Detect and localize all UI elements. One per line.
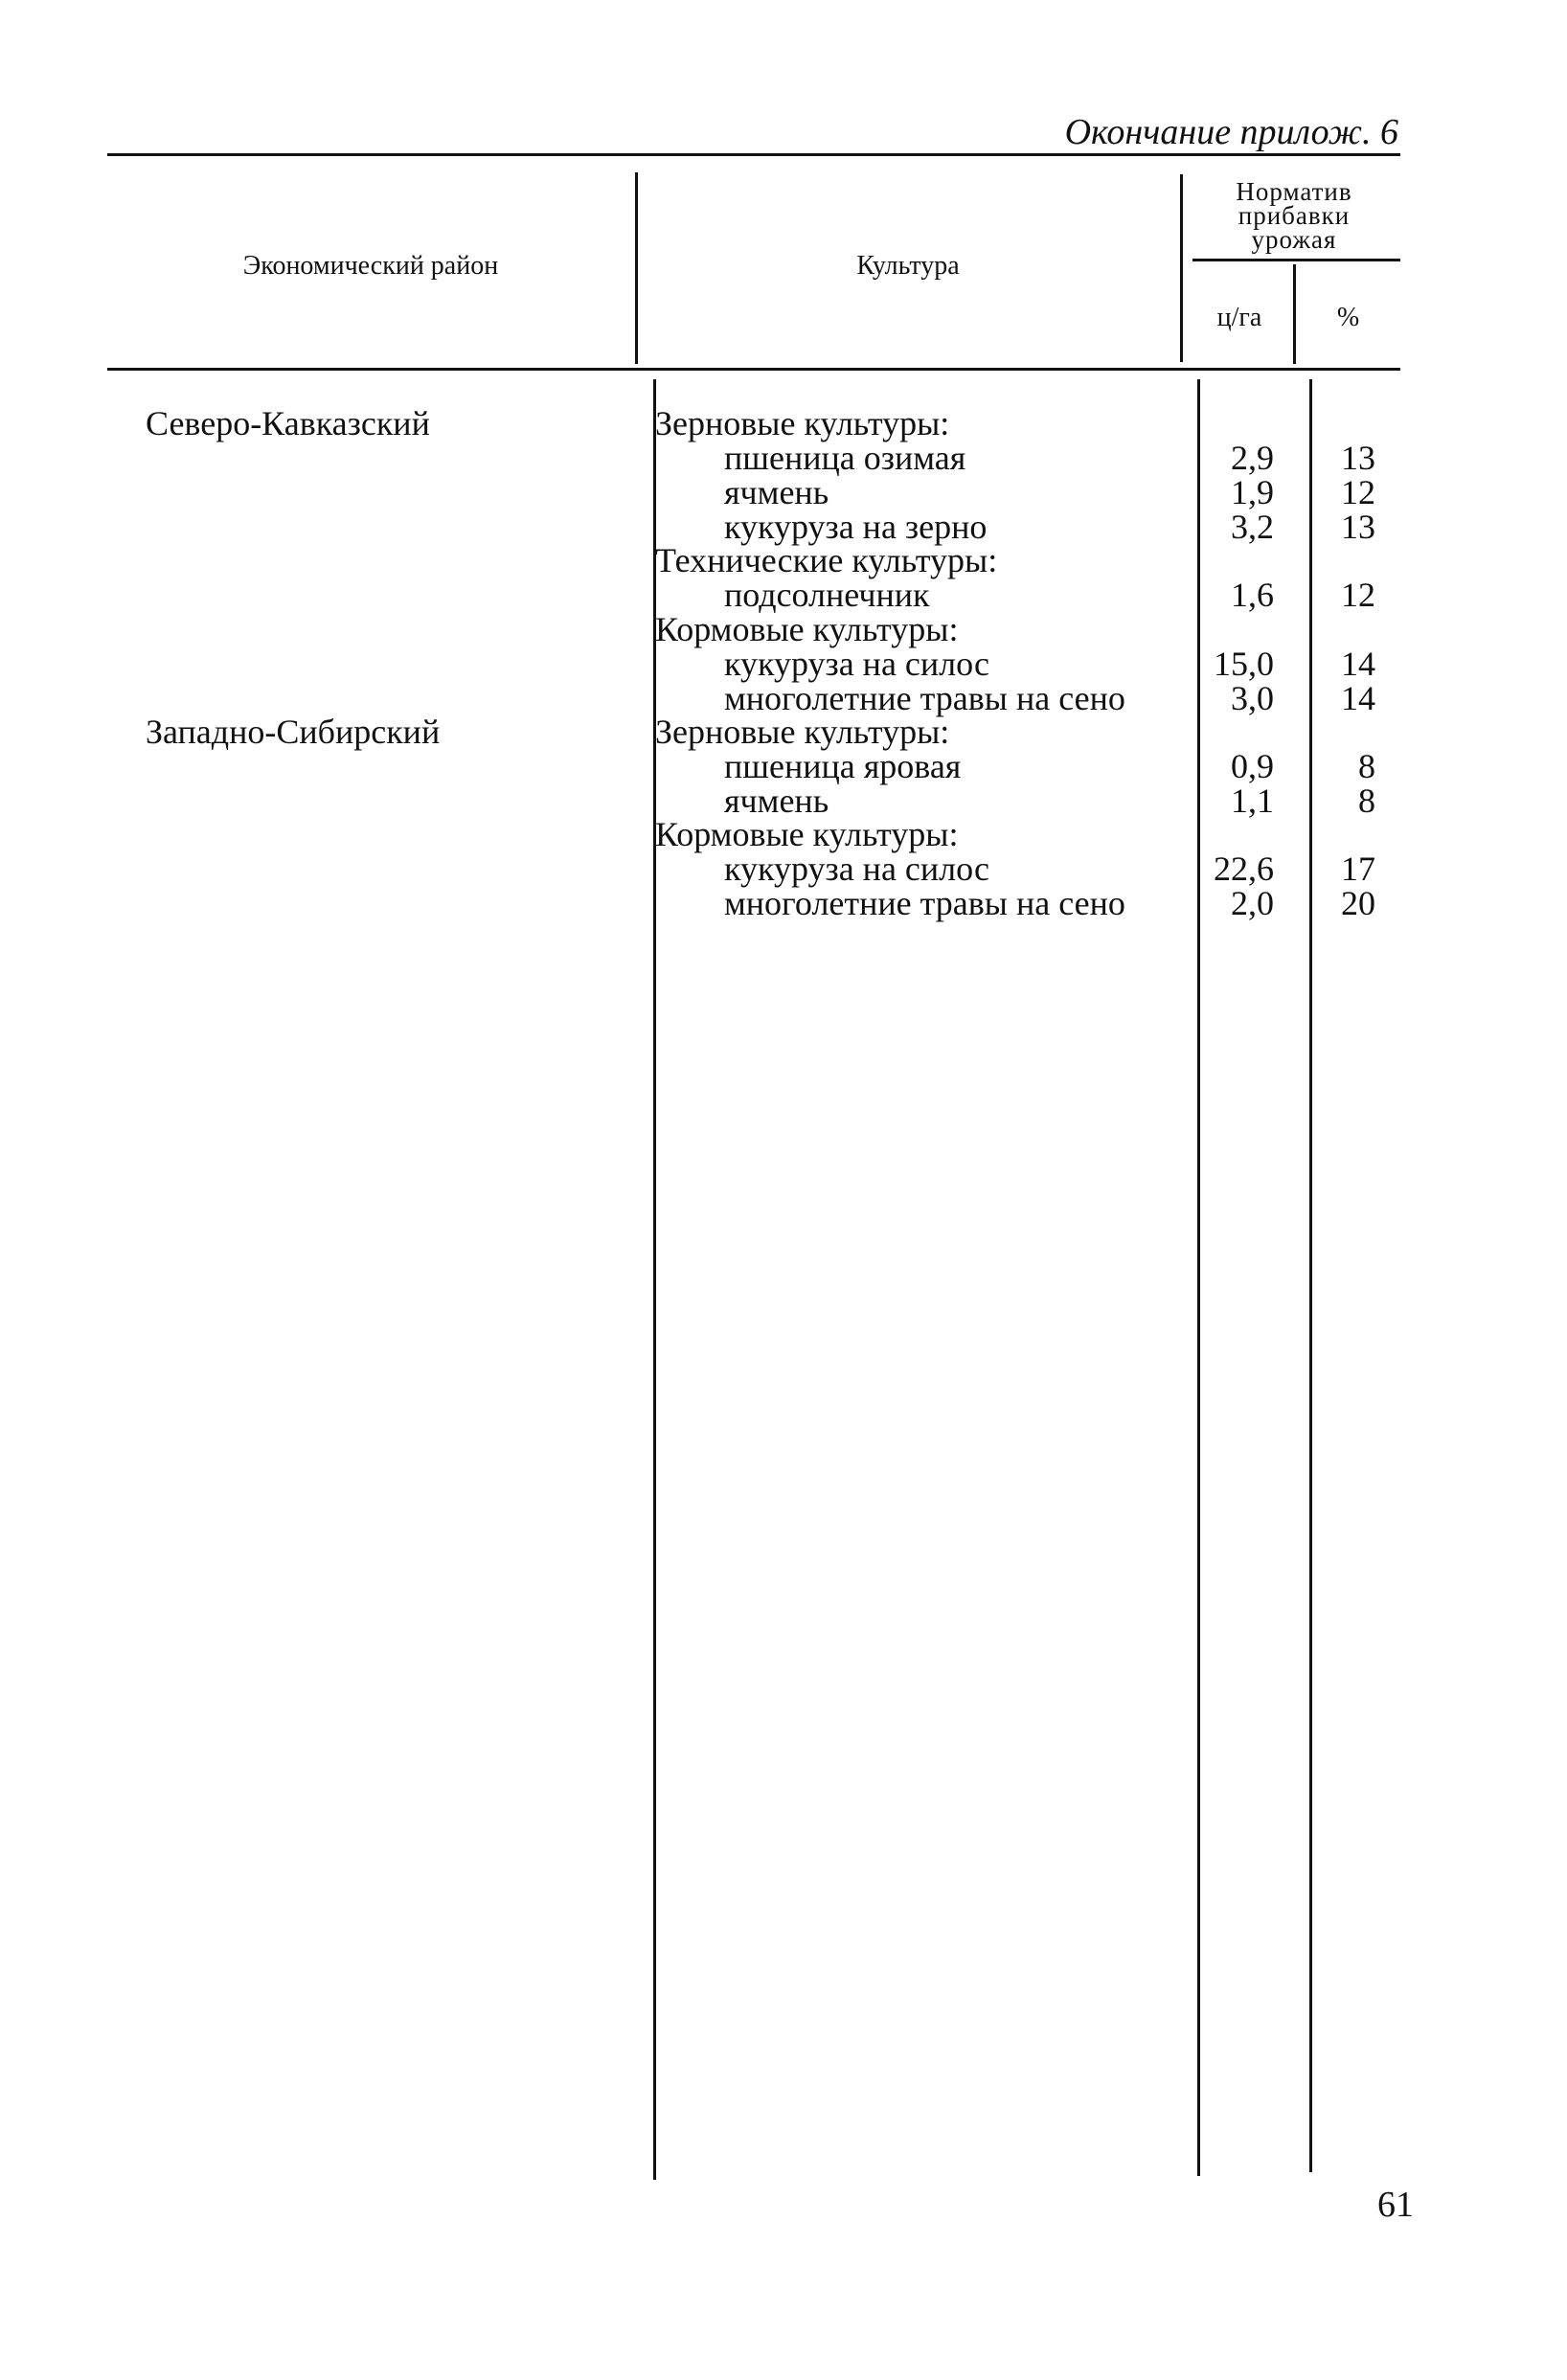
row-barley-2-cha: 1,1 [1231,782,1274,820]
row-spring-wheat: пшеница яровая [724,747,962,785]
row-maize-grain: кукуруза на зерно [724,508,988,546]
row-perennial-grass-1-cha: 3,0 [1231,679,1274,717]
row-sunflower: подсолнечник [724,576,930,614]
page-number: 61 [1377,2185,1414,2225]
row-maize-silage-2: кукуруза на силос [724,850,990,888]
row-perennial-grass-2: многолетние травы на сено [724,884,1125,922]
row-maize-grain-cha: 3,2 [1231,508,1274,546]
header-divider-crop-norm [1180,174,1183,362]
row-maize-silage-2-cha: 22,6 [1214,850,1274,888]
column-header-norm-line3: урожая [1251,225,1337,254]
appendix-caption: Окончание прилож. 6 [1064,112,1398,152]
row-barley-1-cha: 1,9 [1231,473,1274,511]
row-winter-wheat-pct: 13 [1341,439,1375,477]
region-north-caucasus: Северо-Кавказский [146,404,430,442]
column-header-norm-line2: прибавки [1238,201,1351,230]
column-header-crop: Культура [856,251,960,281]
region-west-siberia: Западно-Сибирский [146,713,441,751]
row-barley-1-pct: 12 [1341,473,1375,511]
row-perennial-grass-1-pct: 14 [1341,679,1375,717]
row-spring-wheat-cha: 0,9 [1231,747,1274,785]
row-barley-2-pct: 8 [1358,782,1375,820]
row-spring-wheat-pct: 8 [1358,747,1375,785]
row-perennial-grass-2-cha: 2,0 [1231,884,1274,922]
row-grain-header-2: Зерновые культуры: [655,713,950,751]
column-header-unit-pct: % [1336,303,1360,332]
row-technical-header: Технические культуры: [655,541,998,579]
row-winter-wheat-cha: 2,9 [1231,439,1274,477]
column-header-region: Экономический район [242,251,499,281]
row-maize-silage-1: кукуруза на силос [724,645,990,683]
body-divider-region-crop [653,379,656,2180]
norm-subheader-rule [1192,259,1400,261]
row-barley-1: ячмень [724,473,829,511]
row-maize-silage-2-pct: 17 [1341,850,1375,888]
row-maize-silage-1-pct: 14 [1341,645,1375,683]
table-top-rule [107,153,1400,156]
row-fodder-header-1: Кормовые культуры: [655,610,959,648]
row-perennial-grass-2-pct: 20 [1341,884,1375,922]
row-perennial-grass-1: многолетние травы на сено [724,679,1125,717]
column-header-unit-cha: ц/га [1216,303,1262,332]
header-divider-region-crop [635,172,638,364]
column-header-norm-line1: Норматив [1236,177,1352,206]
row-grain-header-1: Зерновые культуры: [655,404,950,442]
row-winter-wheat: пшеница озимая [724,439,966,477]
row-maize-grain-pct: 13 [1341,508,1375,546]
row-sunflower-cha: 1,6 [1231,576,1274,614]
row-sunflower-pct: 12 [1341,576,1375,614]
row-maize-silage-1-cha: 15,0 [1214,645,1274,683]
row-fodder-header-2: Кормовые культуры: [655,815,959,853]
header-bottom-rule [107,368,1400,371]
row-barley-2: ячмень [724,782,829,820]
